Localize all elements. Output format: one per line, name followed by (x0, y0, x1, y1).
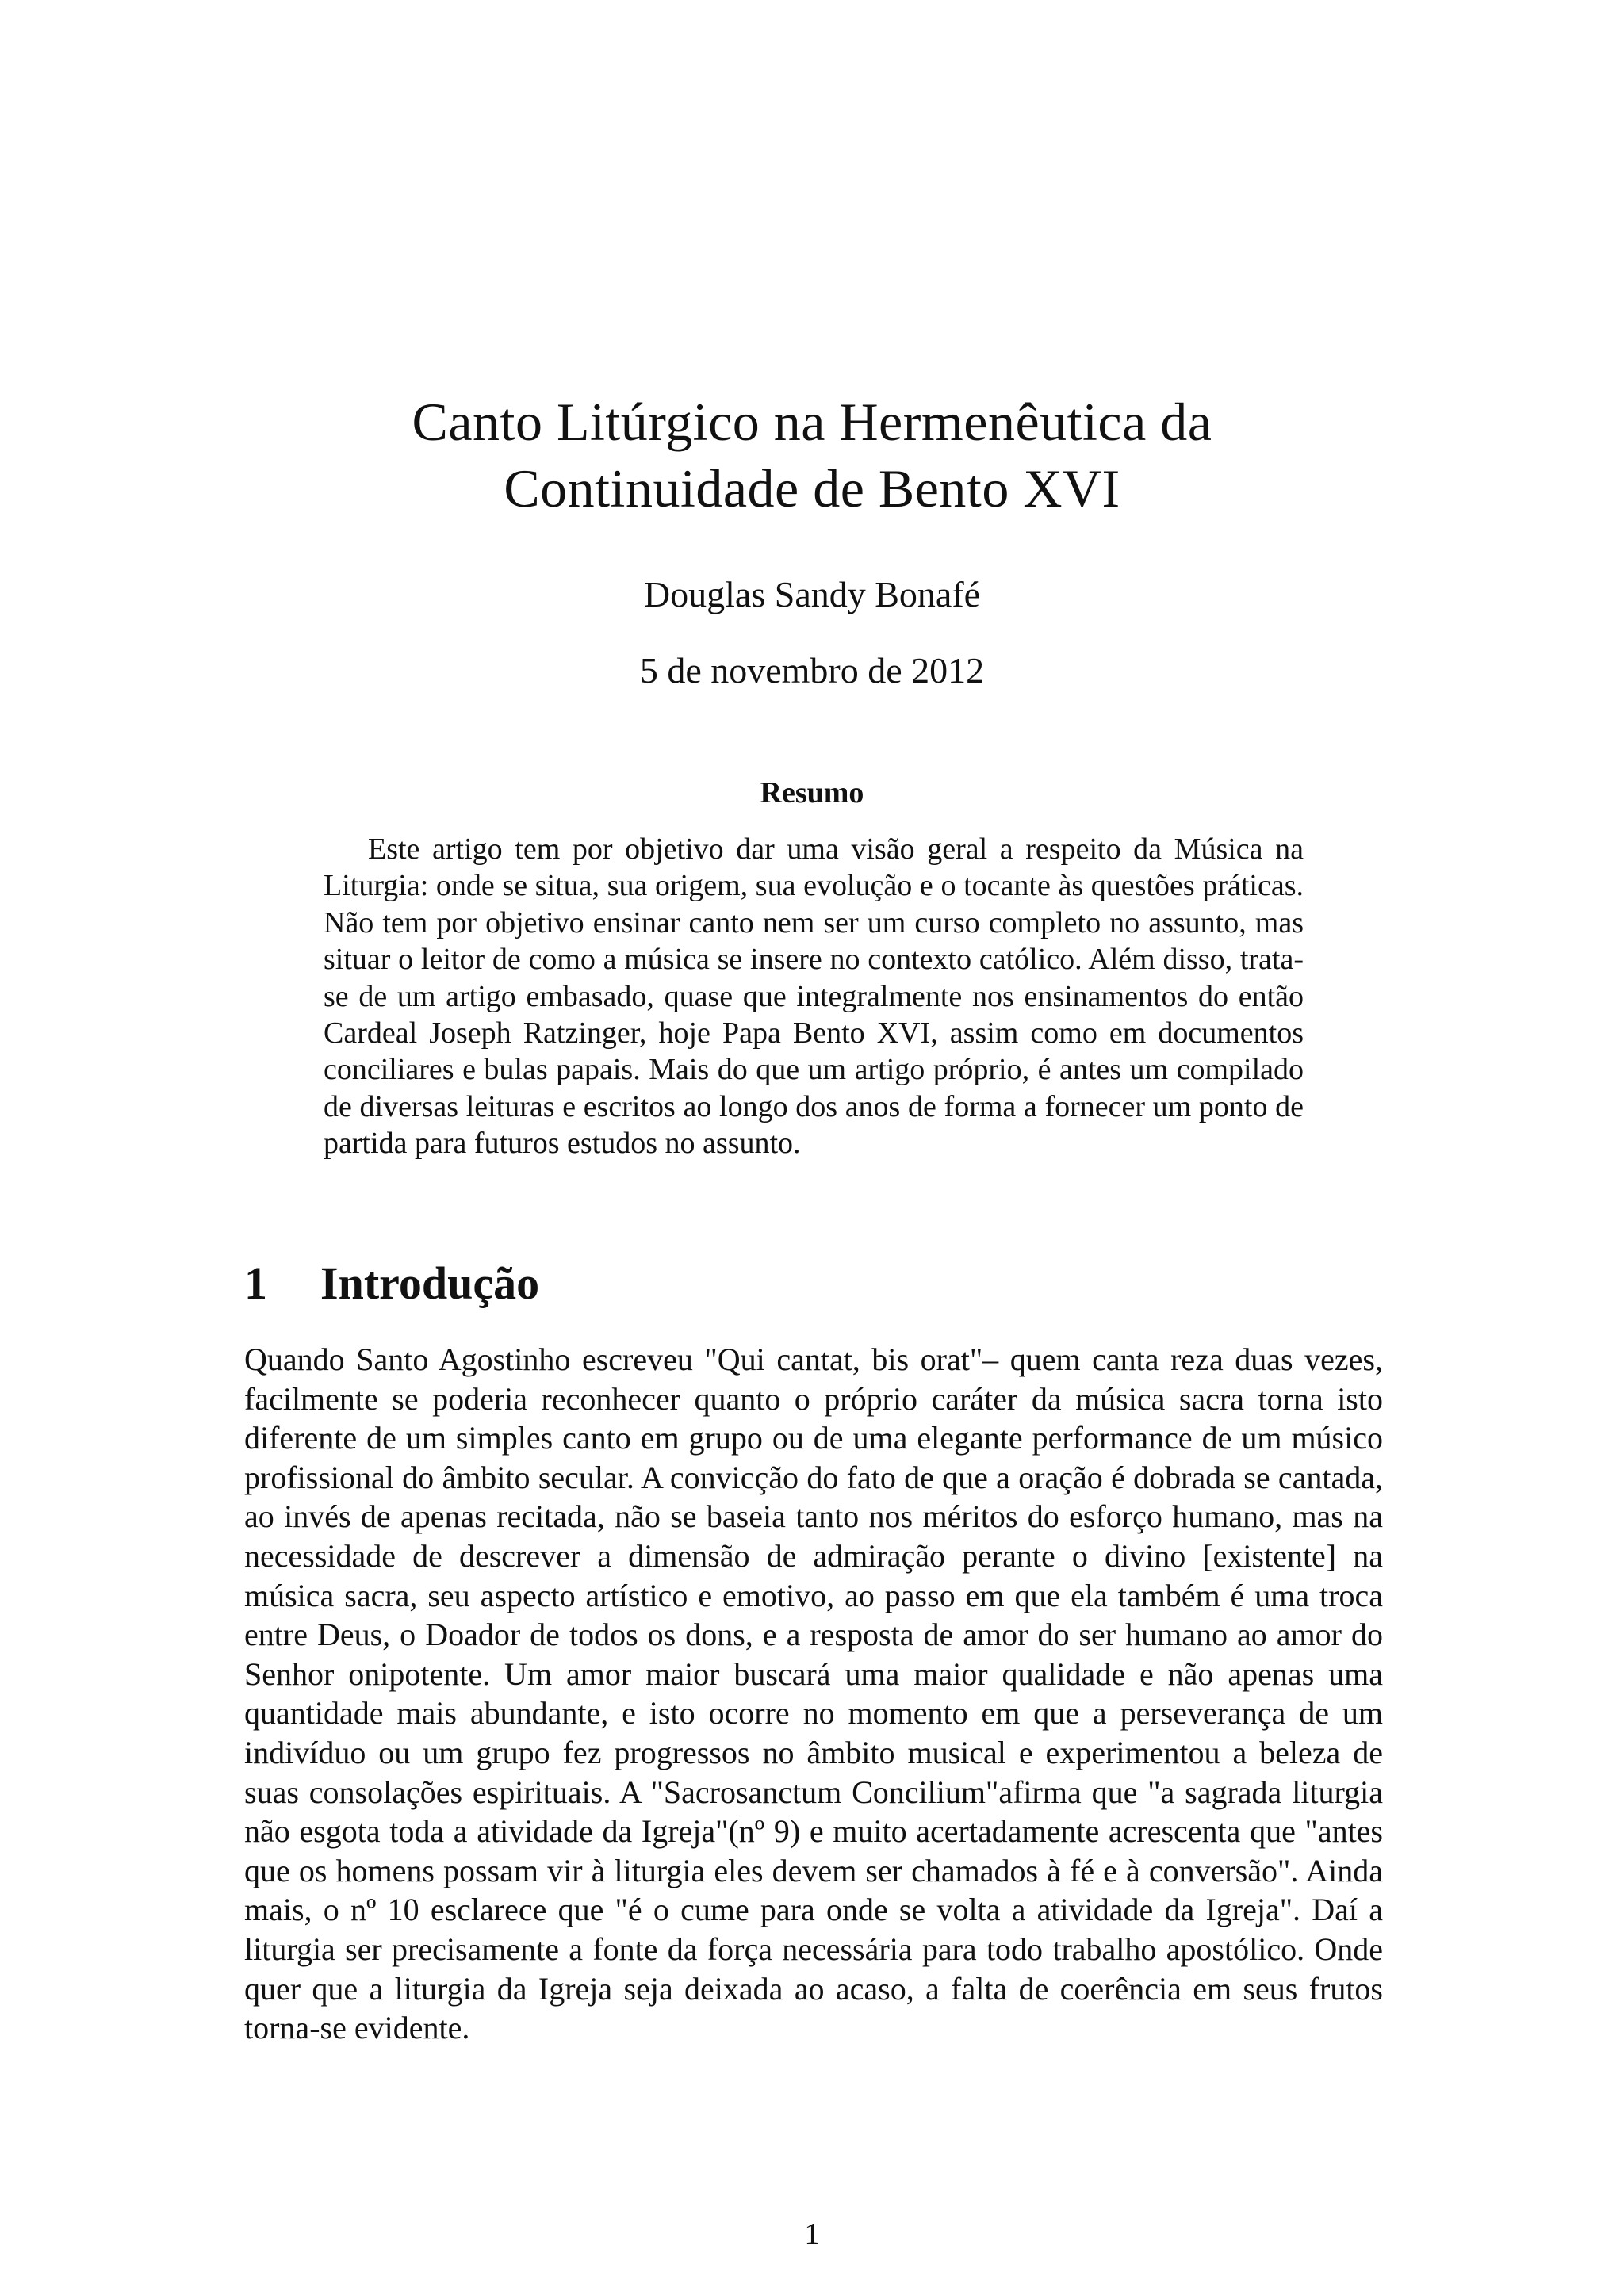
abstract-heading: Resumo (760, 776, 864, 809)
title-line-2: Continuidade de Bento XVI (504, 458, 1120, 519)
section-heading (244, 1256, 539, 1311)
paper-title (0, 388, 1624, 522)
author-name: Douglas Sandy Bonafé (643, 574, 981, 614)
section-title: Introdução (320, 1257, 540, 1309)
publication-date: 5 de novembro de 2012 (639, 650, 985, 691)
abstract-text: Este artigo tem por objetivo dar uma visão geral a respeito da Música na Liturgia: onde se situa, sua origem, sua evolução e o tocante às questões práticas. Não tem por objetivo ensinar canto nem ser um curso completo no assunto, mas situar o leitor de como a música se insere no contexto católico. Além disso, trata-se de um artigo embasado, quase que integralmente nos ensinamentos do então Cardeal Joseph Ratzinger, hoje Papa Bento XVI, assim como em documentos conciliares e bulas papais. Mais do que um artigo próprio, é antes um compilado de diversas leituras e escritos ao longo dos anos de forma a fornecer um ponto de partida para futuros estudos no assunto. (324, 832, 1304, 1161)
page-number: 1 (804, 2218, 820, 2251)
title-line-1: Canto Litúrgico na Hermenêutica da (412, 392, 1212, 452)
section-number: 1 (244, 1257, 267, 1309)
section-paragraph: Quando Santo Agostinho escreveu "Qui cantat, bis orat"– quem canta reza duas vezes, facilmente se poderia reconhecer quanto o próprio caráter da música sacra torna isto diferente de um simples canto em grupo ou de uma elegante performance de um músico profissional do âmbito secular. A convicção do fato de que a oração é dobrada se cantada, ao invés de apenas recitada, não se baseia tanto nos méritos do esforço humano, mas na necessidade de descrever a dimensão de admiração perante o divino [existente] na música sacra, seu aspecto artístico e emotivo, ao passo em que ela também é uma troca entre Deus, o Doador de todos os dons, e a resposta de amor do ser humano ao amor do Senhor onipotente. Um amor maior buscará uma maior qualidade e não apenas uma quantidade mais abundante, e isto ocorre no momento em que a perseverança de um indivíduo ou um grupo fez progressos no âmbito musical e experimentou a beleza de suas consolações espirituais. A "Sacrosanctum Concilium"afirma que "a sagrada liturgia não esgota toda a atividade da Igreja"(nº 9) e muito acertadamente acrescenta que "antes que os homens possam vir à liturgia eles devem ser chamados à fé e à conversão". Ainda mais, o nº 10 esclarece que "é o cume para onde se volta a atividade da Igreja". Daí a liturgia ser precisamente a fonte da força necessária para todo trabalho apostólico. Onde quer que a liturgia da Igreja seja deixada ao acaso, a falta de coerência em seus frutos torna-se evidente. (244, 1341, 1383, 2046)
